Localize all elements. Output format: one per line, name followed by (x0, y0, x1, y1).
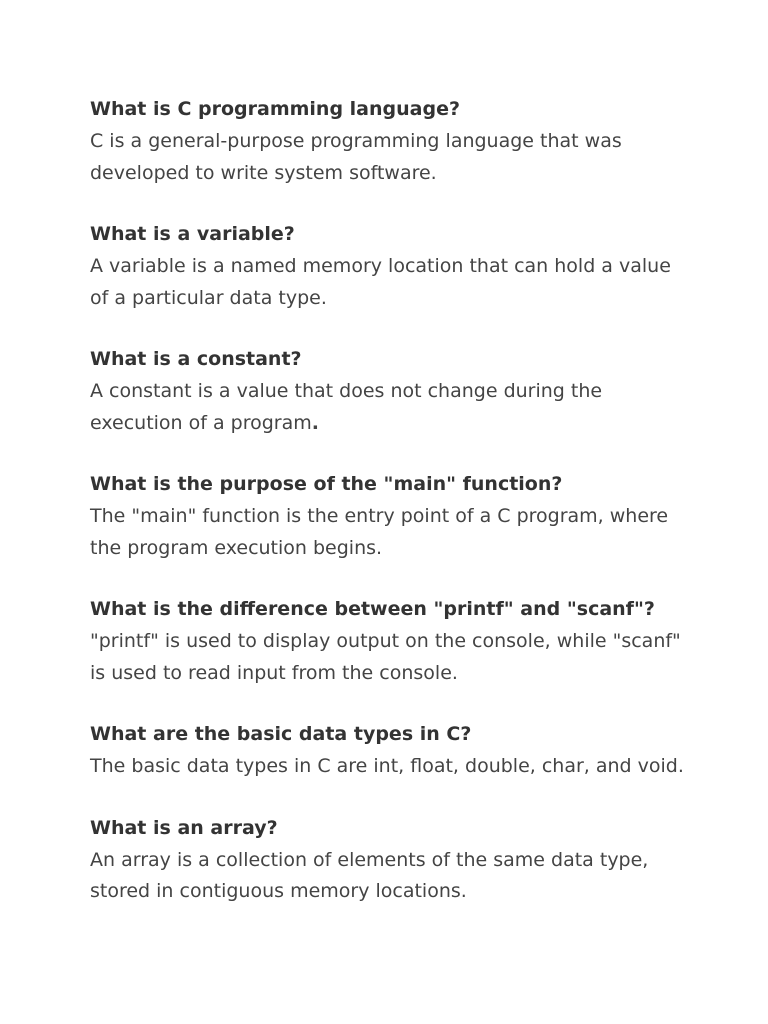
faq-answer-container (90, 376, 690, 439)
faq-item-array (90, 813, 690, 908)
faq-question: What is an array? (90, 816, 278, 839)
faq-question: What is the purpose of the "main" function? (90, 473, 563, 495)
faq-answer: A constant is a value that does not change during the execution of a program (90, 380, 603, 434)
faq-question: What is a variable? (90, 223, 295, 245)
faq-item-constant (90, 344, 690, 439)
faq-item-variable (90, 219, 690, 314)
faq-answer: The "main" function is the entry point of a C program, where the program execution begins. (90, 505, 669, 559)
faq-answer: The basic data types in C are int, float, double, char, and void. (90, 755, 684, 777)
faq-answer-period: . (311, 411, 319, 434)
faq-answer: "printf" is used to display output on the console, while "scanf" is used to read input from the console. (90, 630, 681, 684)
faq-question: What is the difference between "printf" and "scanf"? (90, 598, 655, 620)
faq-answer: An array is a collection of elements of the same data type, stored in contiguous memory locations. (90, 848, 649, 902)
faq-question: What is a constant? (90, 348, 302, 370)
faq-question: What is C programming language? (90, 98, 460, 120)
faq-answer: A variable is a named memory location that can hold a value of a particular data type. (90, 255, 671, 309)
faq-item-main-function (90, 469, 690, 564)
faq-question: What are the basic data types in C? (90, 723, 472, 745)
faq-answer: C is a general-purpose programming language that was developed to write system software. (90, 130, 622, 184)
faq-item-c-language (90, 94, 690, 189)
faq-item-data-types (90, 719, 690, 783)
faq-document (90, 94, 690, 938)
faq-item-printf-scanf (90, 594, 690, 689)
